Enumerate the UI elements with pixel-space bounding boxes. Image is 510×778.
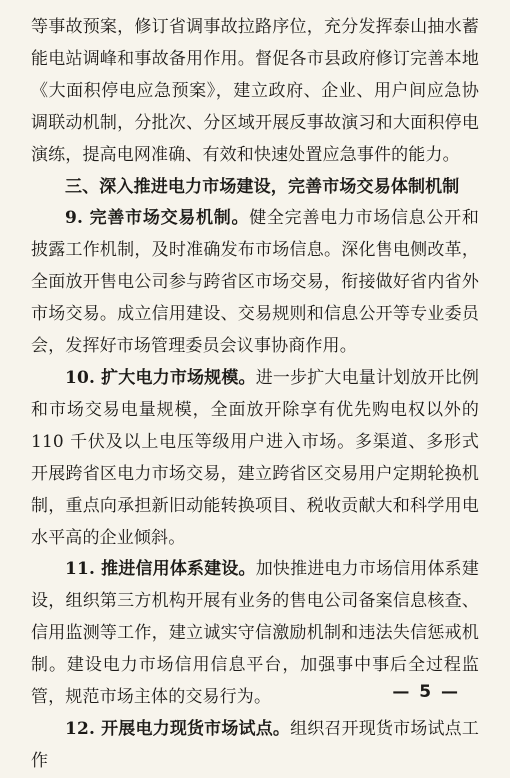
item-11-lead: 11. 推进信用体系建设。 <box>65 559 256 580</box>
item-9-text: 健全完善电力市场信息公开和披露工作机制，及时准确发布市场信息。深化售电侧改革，全面放开售电公司参与跨省区市场交易，衔接做好省内省外市场交易。成立信用建设、交易规则和信息公开等专业委员会，发挥好市场管理委员会议事协商作用。 <box>31 208 479 357</box>
page-number: — 5 — <box>392 682 460 702</box>
item-10-text: 进一步扩大电量计划放开比例和市场交易电量规模，全面放开除享有优先购电权以外的 110 千伏及以上电压等级用户进入市场。多渠道、多形式开展跨省区电力市场交易，建立跨省区交易用户定期轮换机制，重点向承担新旧动能转换项目、税收贡献大和科学用电水平高的企业倾斜。 <box>31 367 479 548</box>
paragraph-text: 等事故预案，修订省调事故拉路序位，充分发挥泰山抽水蓄能电站调峰和事故备用作用。督促各市县政府修订完善本地《大面积停电应急预案》，建立政府、企业、用户间应急协调联动机制，分批次、分区域开展反事故演习和大面积停电演练，提高电网准确、有效和快速处置应急事件的能力。 <box>31 17 479 165</box>
item-11-text: 加快推进电力市场信用体系建设，组织第三方机构开展有业务的售电公司备案信息核查、信用监测等工作，建立诚实守信激励机制和违法失信惩戒机制。建设电力市场信用信息平台，加强事中事后全过程监管，规范市场主体的交易行为。 <box>31 559 479 708</box>
item-12-lead: 12. 开展电力现货市场试点。 <box>65 718 291 739</box>
item-12-text: 组织召开现货市场试点工作 <box>31 718 479 771</box>
item-10-lead: 10. 扩大电力市场规模。 <box>65 367 256 388</box>
section-heading-text: 三、深入推进电力市场建设，完善市场交易体制机制 <box>65 176 460 197</box>
item-9-lead: 9. 完善市场交易机制。 <box>65 208 250 229</box>
section-heading-market-construction <box>31 172 479 204</box>
paragraph-item-10 <box>31 363 479 554</box>
paragraph-item-9 <box>31 203 479 363</box>
paragraph-emergency-plans <box>31 12 479 172</box>
paragraph-item-12 <box>31 714 479 778</box>
